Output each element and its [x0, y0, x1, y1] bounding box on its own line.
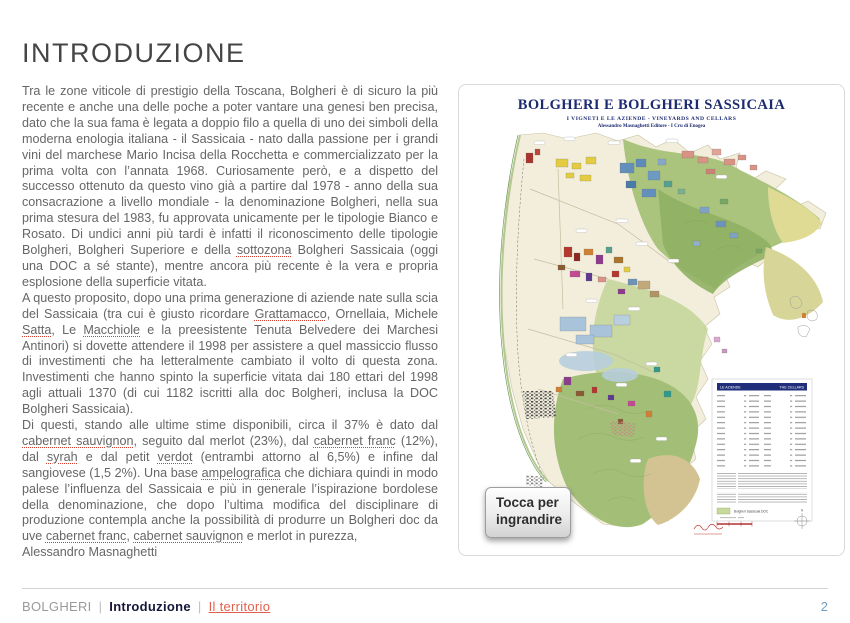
- paragraph-2: A questo proposito, dopo una prima generazione di aziende nate sulla scia del Sassicaia (tra cui è giusto ricordare Grattamacco, Ornellaia, Michele Satta, Le Macchiole e la preesistente Tenuta Belvedere dei Marchesi Antinori) si dovette attendere il 1998 per assistere a quel massiccio flusso di investimenti che ha letteralmente cambiato il volto di questa zona. Investimenti che hanno spinto la superficie vitata dai 180 ettari del 1998 agli attuali 1370 (di cui 1182 iscritti alla doc Bolgheri, inclusa la DOC Bolgheri Sassicaia).: [22, 290, 438, 417]
- tap-to-enlarge-button[interactable]: [485, 487, 571, 538]
- misspelled-word: Grattamacco: [254, 306, 327, 321]
- map-title: BOLGHERI E BOLGHERI SASSICAIA: [517, 97, 786, 113]
- page-title: INTRODUZIONE: [22, 38, 246, 68]
- legend-list-column-left: [717, 395, 759, 469]
- misspelled-word: syrah: [46, 449, 78, 464]
- footer-link-territorio[interactable]: Il territorio: [208, 599, 271, 614]
- footer-separator-2: |: [197, 599, 202, 614]
- town-marina: [526, 475, 544, 487]
- doc-area-swatch-label: Bolgheri Sassicaia DOC: [734, 509, 769, 514]
- town-donoratico: [523, 391, 556, 419]
- map-header: [459, 97, 844, 129]
- doc-area-swatch: [717, 508, 730, 514]
- legend-notes-block-1: [717, 473, 807, 489]
- legend-header-left: LE AZIENDE: [720, 385, 741, 390]
- misspelled-word: cabernet sauvignon: [133, 529, 244, 544]
- misspelled-word: cabernet sauvignon: [22, 433, 134, 448]
- footer-current-section: Introduzione: [109, 599, 191, 614]
- map-subtitle: I VIGNETI E LE AZIENDE - VINEYARDS AND CELLARS: [566, 116, 737, 122]
- misspelled-word: Macchiole: [83, 322, 141, 337]
- marsh-area-2: [602, 368, 638, 382]
- footer-brand: BOLGHERI: [22, 599, 92, 614]
- map-legend: [712, 379, 812, 529]
- cartographer-signature-scribble: [694, 524, 723, 534]
- misspelled-word: verdot: [157, 449, 193, 464]
- page-number: 2: [820, 599, 828, 614]
- town-castagneto: [610, 421, 636, 437]
- footer-divider: [22, 588, 828, 589]
- ridge-yellow-east: [764, 247, 823, 320]
- legend-notes-block-2: [717, 492, 807, 503]
- misspelled-word: cabernet franc: [45, 529, 127, 544]
- bolgheri-map-illustration[interactable]: [467, 129, 837, 547]
- map-publisher: Alessandro Masnaghetti Editore - I Cru di Enogea: [597, 123, 706, 129]
- footer-breadcrumb: [22, 599, 270, 614]
- footer-separator-1: |: [98, 599, 103, 614]
- misspelled-word: sottozona: [236, 243, 292, 258]
- map-panel[interactable]: [458, 84, 845, 556]
- body-copy: [22, 84, 438, 561]
- author-signature: Alessandro Masnaghetti: [22, 545, 158, 560]
- legend-header-right: THE CELLARS: [779, 385, 804, 390]
- paragraph-1: Tra le zone viticole di prestigio della Toscana, Bolgheri è di sicuro la più recente e anche una delle poche a poter vantare una genesi ben precisa, dato che la sua fama è legata a doppio filo a quella di uno dei simboli della moderna enologia italiana - il Sassicaia - nato dalla passione per i grandi vini del marchese Mario Incisa della Rocchetta e commercializzato per la prima volta con l’annata 1968. Curiosamente però, e a dispetto del successo ottenuto da questo vino già a partire dal 1978 - anno della sua consacrazione a livello mondiale - la denominazione Bolgheri, nella sua prima stesura del 1983, fu approvata unicamente per le tipologie Bianco e Rosato. Di undici anni più tardi è infatti il riconoscimento delle tipologie Bolgheri, Bolgheri Superiore e della sottozona Bolgheri Sassicaia (oggi una DOC a sé stante), mentre ancora più recente è la vera e propria esplosione della superficie vitata.: [22, 84, 439, 289]
- misspelled-word: ampelografica: [201, 465, 281, 480]
- legend-list-column-right: [764, 395, 806, 469]
- hills-south-tan: [644, 455, 700, 525]
- compass-north-label: N: [800, 508, 804, 513]
- paragraph-3: Di questi, stando alle ultime stime disponibili, circa il 37% è dato dal cabernet sauvignon, seguito dal merlot (23%), dal cabernet franc (12%), dal syrah e dal petit verdot (entrambi attorno al 6,5%) e infine dal sangiovese (1,5 2%). Una base ampelografica che dichiara quindi in modo palese l’influenza del Sassicaia e più in generale l’ispirazione bordolese della denominazione, che dopo l’ultima modifica del disciplinare di produzione contempla anche la possibilità di produrre un Bolgheri doc da uve cabernet franc, cabernet sauvignon e merlot in purezza,: [22, 418, 438, 544]
- misspelled-word: Satta: [22, 322, 52, 337]
- tap-to-enlarge-line1: Tocca per: [496, 495, 559, 510]
- misspelled-word: cabernet franc: [313, 433, 396, 448]
- tap-to-enlarge-line2: ingrandire: [496, 511, 563, 527]
- content-column: [22, 38, 438, 561]
